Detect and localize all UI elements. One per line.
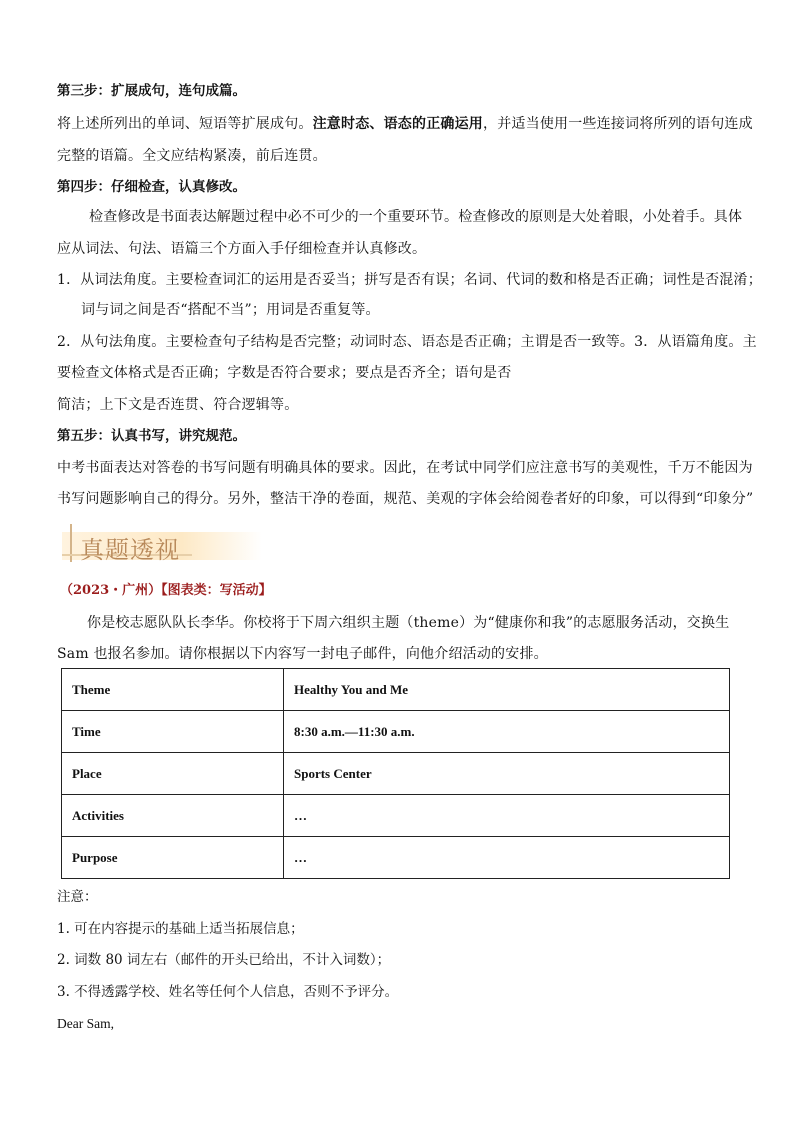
question-source: （2023・广州）【图表类：写活动】 [60, 583, 272, 598]
row-value: Sports Center [284, 753, 730, 795]
row-value: 8:30 a.m.—11:30 a.m. [284, 711, 730, 753]
table-row [62, 837, 730, 879]
row-value: … [284, 837, 730, 879]
question-prompt-line1: 你是校志愿队队长李华。你校将于下周六组织主题（theme）为“健康你和我”的志愿服务活动，交换生 [87, 615, 730, 631]
row-label: Purpose [62, 837, 284, 879]
table-row [62, 795, 730, 837]
question-prompt-line2: Sam 也报名参加。请你根据以下内容写一封电子邮件，向他介绍活动的安排。 [57, 646, 548, 662]
step4-item1-line2: 词与词之间是否“搭配不当”；用词是否重复等。 [81, 302, 380, 318]
note-item-1: 1. 可在内容提示的基础上适当拓展信息； [57, 921, 304, 937]
step4-heading: 第四步：仔细检查，认真修改。 [57, 179, 246, 195]
step3-emphasis: 注意时态、语态的正确运用 [312, 116, 484, 132]
step3-heading: 第三步：扩展成句，连句成篇。 [57, 83, 246, 99]
row-label: Activities [62, 795, 284, 837]
row-label: Time [62, 711, 284, 753]
step3-paragraph-line2: 完整的语篇。全文应结构紧凑，前后连贯。 [57, 148, 327, 164]
letter-greeting: Dear Sam, [57, 1016, 114, 1031]
step3-text-c: ，并适当使用一些连接词将所列的语句连成 [483, 116, 753, 132]
step5-paragraph-line1: 中考书面表达对答卷的书写问题有明确具体的要求。因此，在考试中同学们应注意书写的美观性，千万不能因为 [57, 460, 753, 476]
row-label: Theme [62, 669, 284, 711]
step4-item1-line1: 1．从词法角度。主要检查词汇的运用是否妥当；拼写是否有误；名词、代词的数和格是否正确；词性是否混淆； [57, 272, 762, 288]
note-item-3: 3. 不得透露学校、姓名等任何个人信息，否则不予评分。 [57, 984, 399, 1000]
row-value: Healthy You and Me [284, 669, 730, 711]
step5-heading: 第五步：认真书写，讲究规范。 [57, 428, 246, 444]
step4-item2-line3: 简洁；上下文是否连贯、符合逻辑等。 [57, 397, 299, 413]
step5-paragraph-line2: 书写问题影响自己的得分。另外，整洁干净的卷面，规范、美观的字体会给阅卷者好的印象，可以得到“印象分” [57, 491, 754, 507]
step4-item2-line1: 2．从句法角度。主要检查句子结构是否完整；动词时态、语态是否正确；主谓是否一致等。3．从语篇角度。主 [57, 334, 757, 350]
step4-paragraph-line1: 检查修改是书面表达解题过程中必不可少的一个重要环节。检查修改的原则是大处着眼，小处着手。具体 [89, 209, 743, 225]
row-label: Place [62, 753, 284, 795]
section-banner [62, 520, 272, 564]
table-row [62, 711, 730, 753]
table-row [62, 669, 730, 711]
section-title: 真题透视 [80, 536, 180, 564]
step3-paragraph-line1 [57, 115, 753, 133]
activity-info-table [61, 668, 730, 879]
notes-heading: 注意： [57, 889, 98, 905]
step4-paragraph-line2: 应从词法、句法、语篇三个方面入手仔细检查并认真修改。 [57, 241, 427, 257]
step4-item2-line2: 要检查文体格式是否正确；字数是否符合要求；要点是否齐全；语句是否 [57, 365, 512, 381]
note-item-2: 2. 词数 80 词左右（邮件的开头已给出，不计入词数）； [57, 952, 391, 968]
banner-accent-vertical [70, 524, 72, 562]
step3-text-a: 将上述所列出的单词、短语等扩展成句。 [57, 116, 313, 132]
row-value: … [284, 795, 730, 837]
table-row [62, 753, 730, 795]
